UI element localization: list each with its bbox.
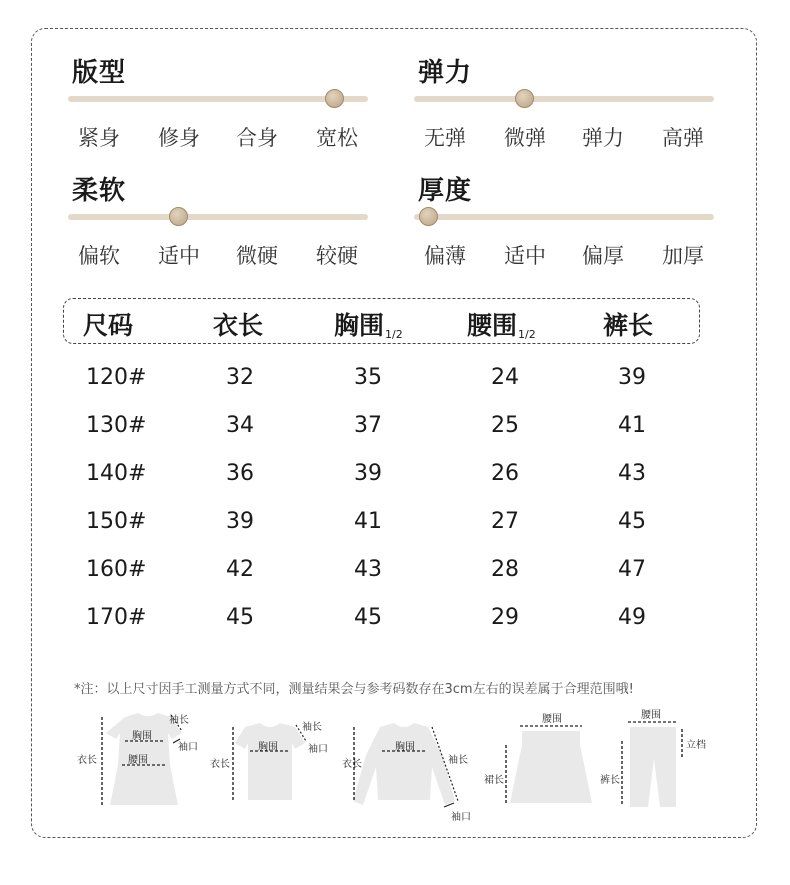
table-cell: 29 (491, 605, 519, 630)
sweater-length-label: 衣长 (342, 759, 362, 770)
attribute-level: 适中 (158, 244, 200, 268)
attribute-level: 偏薄 (424, 244, 466, 268)
skirt-shape (510, 731, 592, 803)
dress-diagram (77, 713, 198, 805)
table-cell: 32 (226, 365, 254, 390)
table-cell: 47 (618, 557, 646, 582)
attribute-level: 偏厚 (582, 244, 624, 268)
attribute-level: 加厚 (662, 244, 704, 268)
attribute-level: 无弹 (424, 126, 466, 150)
table-cell: 41 (618, 413, 646, 438)
attribute-title: 柔软 (72, 176, 127, 206)
dress-cuff-label: 袖口 (178, 742, 198, 753)
skirt-waist-label: 腰围 (542, 714, 562, 725)
table-cell: 49 (618, 605, 646, 630)
attribute-track (68, 214, 368, 220)
table-cell: 39 (354, 461, 382, 486)
sweater-shape (353, 723, 455, 805)
table-cell: 37 (354, 413, 382, 438)
skirt-diagram (484, 713, 592, 803)
tshirt-diagram (210, 720, 328, 800)
attribute-knob (325, 89, 344, 108)
attribute-level: 较硬 (316, 244, 358, 268)
table-cell: 28 (491, 557, 519, 582)
table-cell: 140# (86, 461, 147, 486)
pants-diagram (600, 709, 706, 807)
table-cell: 170# (86, 605, 147, 630)
tshirt-cuff-label: 袖口 (308, 744, 328, 755)
table-cell: 35 (354, 365, 382, 390)
attribute-level: 合身 (236, 126, 278, 150)
attribute-knob (169, 207, 188, 226)
table-cell: 130# (86, 413, 147, 438)
attribute-title: 版型 (72, 58, 127, 88)
table-cell: 42 (226, 557, 254, 582)
attribute-level: 高弹 (662, 126, 704, 150)
attribute-track (414, 96, 714, 102)
table-cell: 36 (226, 461, 254, 486)
table-cell: 150# (86, 509, 147, 534)
attribute-level: 修身 (158, 126, 200, 150)
table-cell: 34 (226, 413, 254, 438)
header-chest: 胸围$_{1/2}$ (334, 311, 403, 341)
table-cell: 27 (491, 509, 519, 534)
attribute-title: 弹力 (418, 58, 473, 88)
attribute-level: 微硬 (236, 244, 278, 268)
tshirt-sleeve-label: 袖长 (302, 722, 322, 733)
tshirt-shape (235, 723, 305, 800)
sweater-cuff-label: 袖口 (451, 812, 471, 823)
header-pants-length: 裤长 (603, 311, 654, 340)
measurement-note: *注：以上尺寸因手工测量方式不同，测量结果会与参考码数存在3cm左右的误差属于合理范围哦! (74, 682, 634, 697)
attribute-track (68, 96, 368, 102)
sweater-chest-label: 胸围 (395, 742, 415, 753)
dress-length-label: 衣长 (77, 755, 97, 766)
attribute-level: 宽松 (316, 126, 358, 150)
table-cell: 39 (618, 365, 646, 390)
table-cell: 43 (618, 461, 646, 486)
table-cell: 45 (618, 509, 646, 534)
table-cell: 26 (491, 461, 519, 486)
table-cell: 24 (491, 365, 519, 390)
header-waist: 腰围$_{1/2}$ (467, 311, 536, 341)
skirt-length-label: 裙长 (484, 775, 504, 786)
attribute-title: 厚度 (418, 176, 473, 206)
tshirt-length-label: 衣长 (210, 759, 230, 770)
dress-sleeve-label: 袖长 (169, 715, 189, 726)
attribute-level: 适中 (504, 244, 546, 268)
attribute-level: 偏软 (78, 244, 120, 268)
pants-shape (630, 727, 676, 807)
table-cell: 39 (226, 509, 254, 534)
attribute-level: 弹力 (582, 126, 624, 150)
pants-length-label: 裤长 (600, 775, 620, 786)
attribute-knob (419, 207, 438, 226)
pants-waist-label: 腰围 (641, 710, 661, 721)
header-size: 尺码 (83, 311, 134, 340)
sweater-diagram (342, 723, 471, 823)
garment-diagrams (70, 705, 720, 830)
dress-waist-label: 腰围 (128, 755, 148, 766)
table-cell: 43 (354, 557, 382, 582)
attribute-track (414, 214, 714, 220)
pants-rise-label: 立档 (686, 740, 706, 751)
table-cell: 160# (86, 557, 147, 582)
table-cell: 45 (226, 605, 254, 630)
attribute-level: 微弹 (504, 126, 546, 150)
table-cell: 41 (354, 509, 382, 534)
header-length: 衣长 (213, 311, 264, 340)
attribute-level: 紧身 (78, 126, 120, 150)
table-cell: 45 (354, 605, 382, 630)
table-cell: 25 (491, 413, 519, 438)
tshirt-chest-label: 胸围 (258, 742, 278, 753)
dress-chest-label: 胸围 (132, 731, 152, 742)
sweater-sleeve-label: 袖长 (448, 755, 468, 766)
table-cell: 120# (86, 365, 147, 390)
attribute-knob (515, 89, 534, 108)
